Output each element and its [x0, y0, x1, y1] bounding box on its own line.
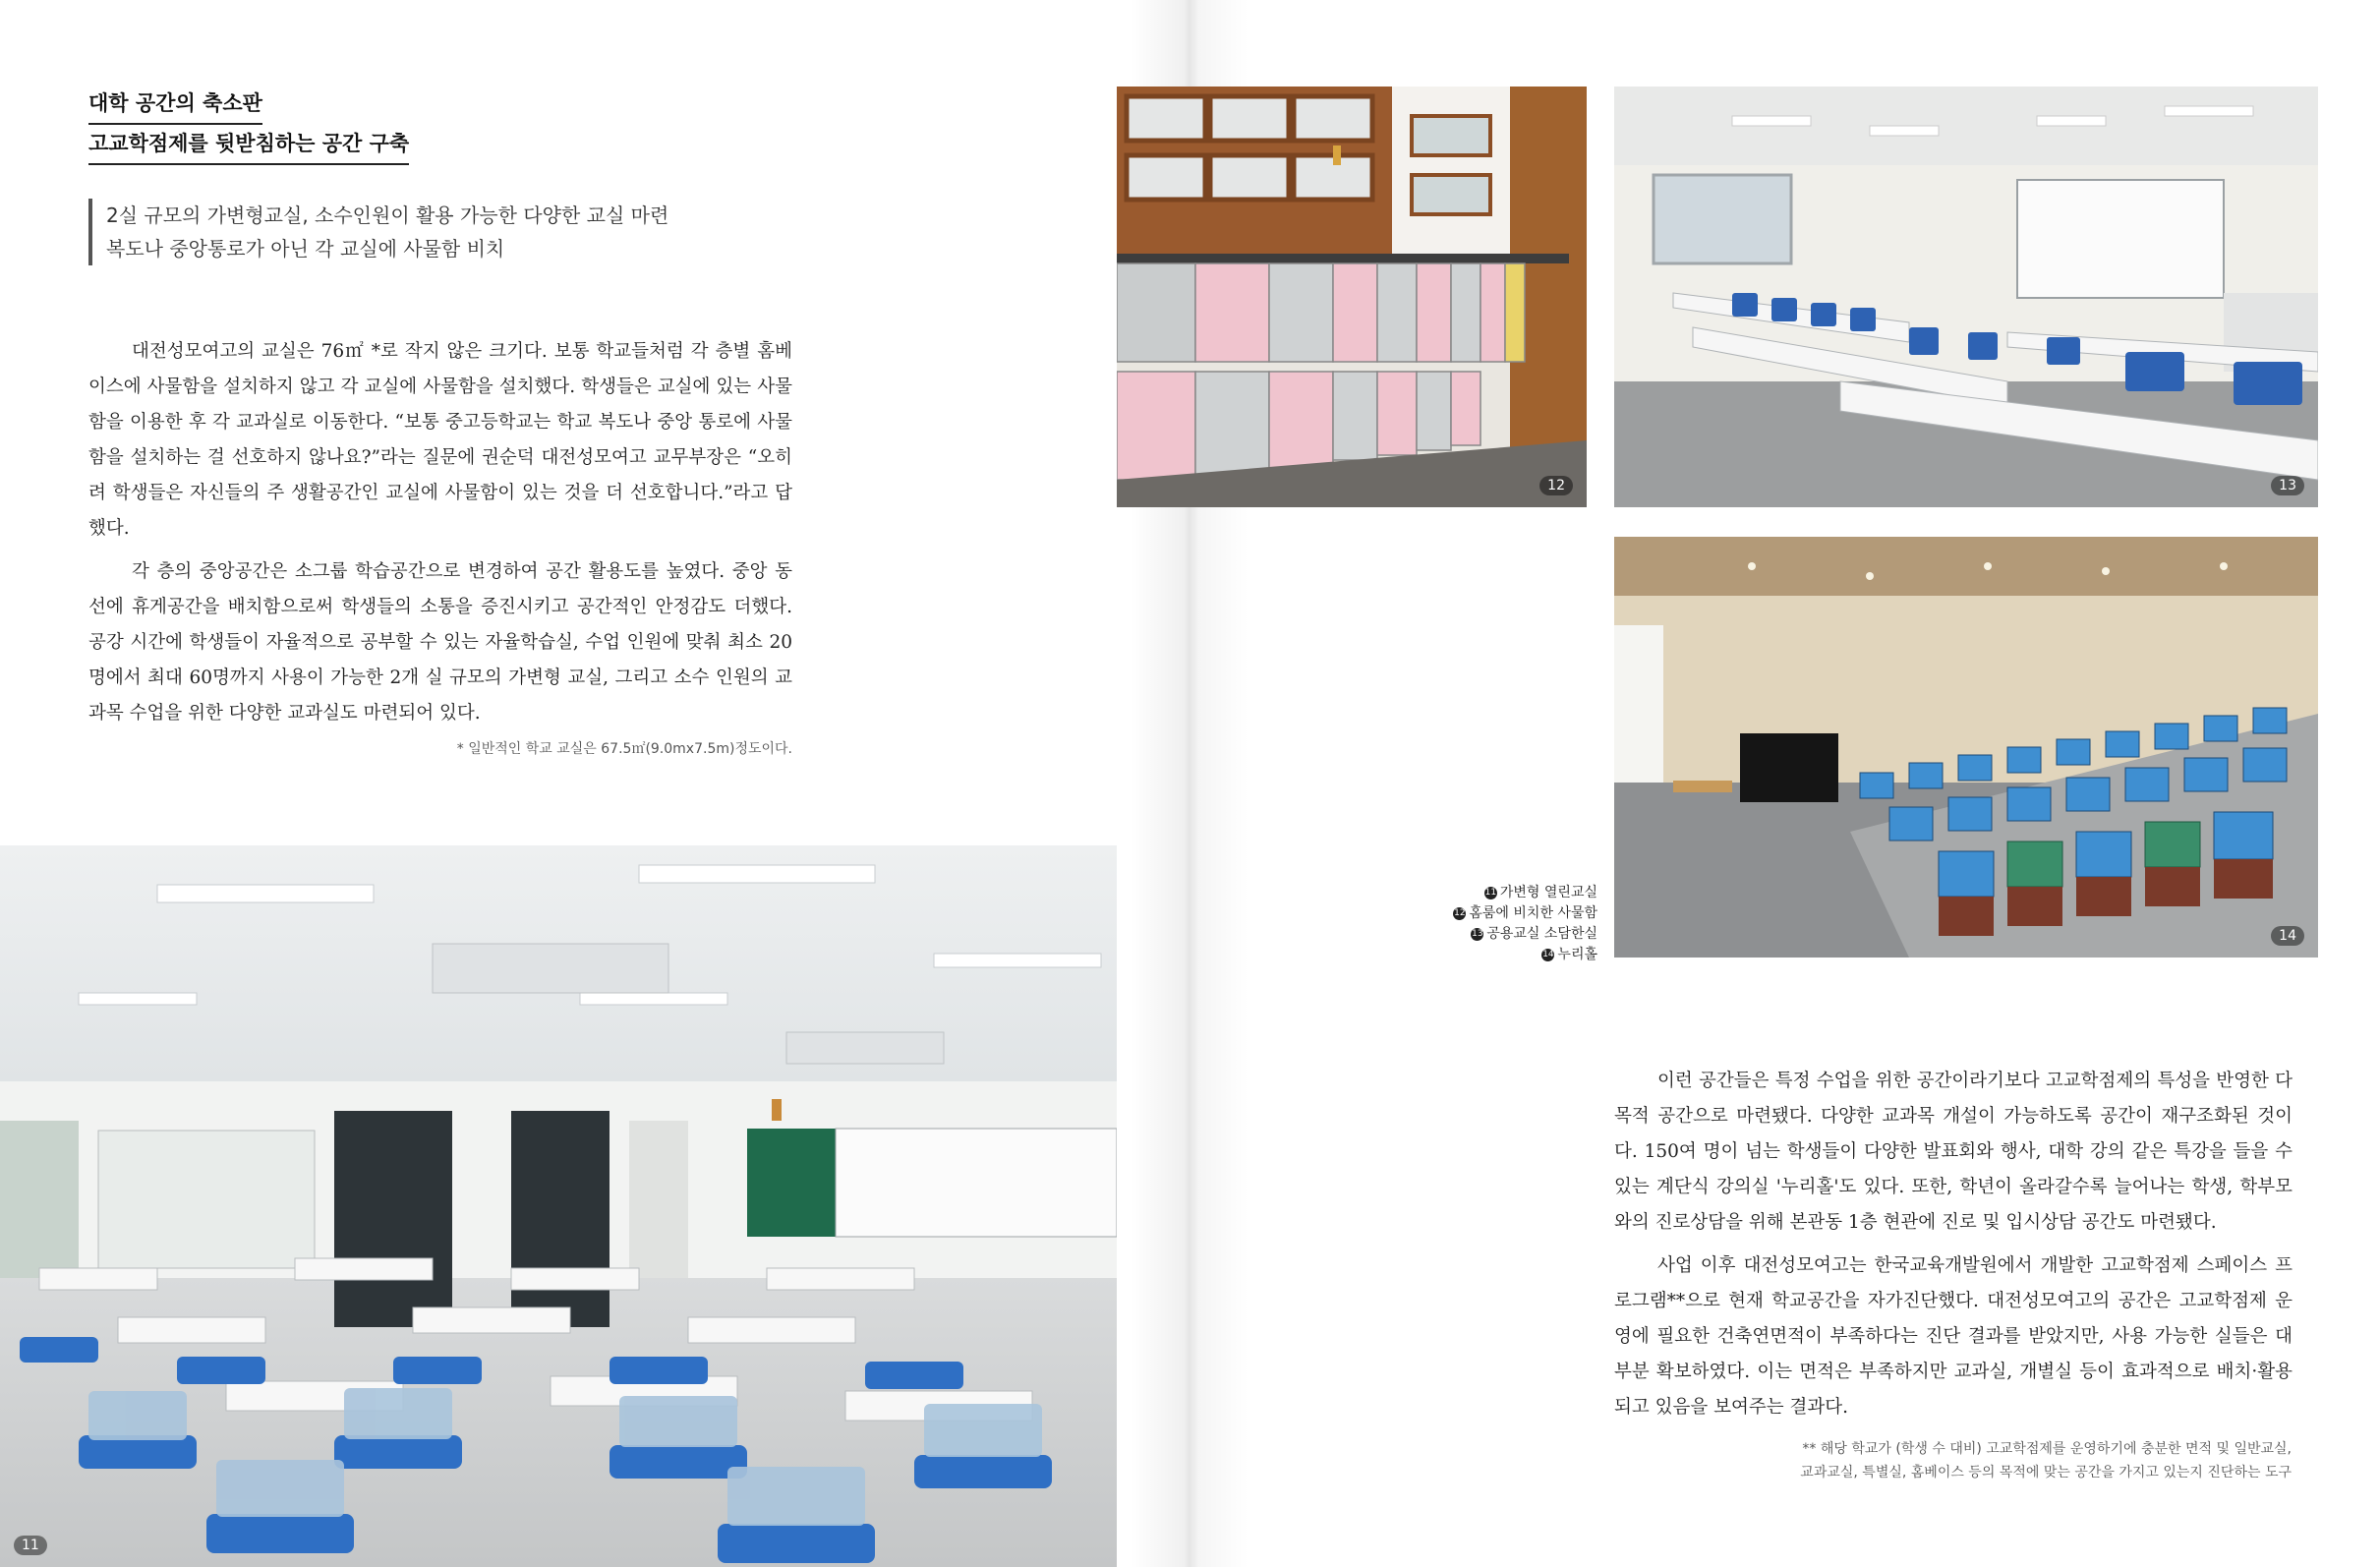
sub-heading-line-2: 복도나 중앙통로가 아닌 각 교실에 사물함 비치: [106, 237, 505, 261]
caption-item: [1453, 924, 1597, 945]
photo-lockers: [1117, 87, 1587, 507]
photo-captions: [1453, 883, 1597, 965]
right-footnote-line-2: 교과교실, 특별실, 홈베이스 등의 목적에 맞는 공간을 가지고 있는지 진단하는 도구: [1800, 1465, 2292, 1480]
paragraph: 대전성모여고의 교실은 76㎡ *로 작지 않은 크기다. 보통 학교들처럼 각 층별 홈베이스에 사물함을 설치하지 않고 각 교실에 사물함을 설치했다. 학생들은 교실에 있는 사물함을 이용한 후 각 교과실로 이동한다. “보통 중고등학교는 학교 복도나 중앙 통로에 사물함을 설치하는 걸 선호하지 않나요?”라는 질문에 권순덕 대전성모여고 교무부장은 “오히려 학생들은 자신들의 주 생활공간인 교실에 사물함이 있는 것을 더 선호합니다.”라고 답했다.: [88, 341, 792, 539]
nuri-hall-illustration: [1614, 537, 2318, 958]
heading-line-1: 대학 공간의 축소판: [88, 85, 262, 125]
caption-item: [1453, 883, 1597, 903]
photo-number-14: 14: [2271, 926, 2304, 946]
sub-heading-line-1: 2실 규모의 가변형교실, 소수인원이 활용 가능한 다양한 교실 마련: [106, 203, 669, 227]
caption-number: 12: [1454, 907, 1466, 918]
caption-number: 13: [1472, 928, 1483, 939]
photo-open-classroom: [0, 845, 1117, 1567]
paragraph: 각 층의 중앙공간은 소그룹 학습공간으로 변경하여 공간 활용도를 높였다. 중앙 동선에 휴게공간을 배치함으로써 학생들의 소통을 증진시키고 공간적인 안정감도 더했다. 공강 시간에 학생들이 자율적으로 공부할 수 있는 자율학습실, 수업 인원에 맞춰 최소 20명에서 최대 60명까지 사용이 가능한 2개 실 규모의 가변형 교실, 그리고 소수 인원의 교과목 수업을 위한 다양한 교과실도 마련되어 있다.: [88, 561, 792, 724]
right-body-text: [1614, 1064, 2293, 1433]
photo-shared-classroom: [1614, 87, 2318, 507]
open-classroom-illustration: [0, 845, 1117, 1567]
caption-number: 14: [1542, 949, 1554, 959]
caption-text: 공용교실 소담한실: [1486, 926, 1597, 942]
sub-heading: [88, 199, 668, 265]
photo-number-13: 13: [2271, 476, 2304, 495]
paragraph: 이런 공간들은 특정 수업을 위한 공간이라기보다 고교학점제의 특성을 반영한 다목적 공간으로 마련됐다. 다양한 교과목 개설이 가능하도록 공간이 재구조화된 것이다. 150여 명이 넘는 학생들이 다양한 발표회와 행사, 대학 강의 같은 특강을 들을 수 있는 계단식 강의실 '누리홀'도 있다. 또한, 학년이 올라갈수록 늘어나는 학생, 학부모와의 진로상담을 위해 본관동 1층 현관에 진로 및 입시상담 공간도 마련됐다.: [1614, 1071, 2293, 1233]
caption-item: [1453, 945, 1597, 965]
caption-number: 11: [1484, 887, 1497, 898]
right-footnote-line-1: ** 해당 학교가 (학생 수 대비) 고교학점제를 운영하기에 충분한 면적 및 일반교실,: [1802, 1441, 2292, 1457]
photo-number-12: 12: [1539, 476, 1573, 495]
shared-classroom-illustration: [1614, 87, 2318, 507]
lockers-illustration: [1117, 87, 1587, 507]
right-footnote: [1800, 1437, 2292, 1484]
paragraph: 사업 이후 대전성모여고는 한국교육개발원에서 개발한 고교학점제 스페이스 프로그램**으로 현재 학교공간을 자가진단했다. 대전성모여고의 공간은 고교학점제 운영에 필요한 건축연면적이 부족하다는 진단 결과를 받았지만, 사용 가능한 실들은 대부분 확보하였다. 이는 면적은 부족하지만 교과실, 개별실 등이 효과적으로 배치·활용되고 있음을 보여주는 결과다.: [1614, 1255, 2293, 1418]
heading-line-2: 고교학점제를 뒷받침하는 공간 구축: [88, 125, 409, 165]
photo-number-11: 11: [14, 1536, 47, 1555]
left-footnote: * 일반적인 학교 교실은 67.5㎡(9.0mx7.5m)정도이다.: [456, 741, 792, 757]
left-body-text: [88, 334, 792, 739]
photo-nuri-hall: [1614, 537, 2318, 958]
caption-item: [1453, 903, 1597, 924]
caption-text: 홈룸에 비치한 사물함: [1469, 905, 1597, 921]
caption-text: 누리홀: [1557, 947, 1597, 962]
section-heading: [88, 85, 409, 165]
caption-text: 가변형 열린교실: [1499, 885, 1597, 900]
